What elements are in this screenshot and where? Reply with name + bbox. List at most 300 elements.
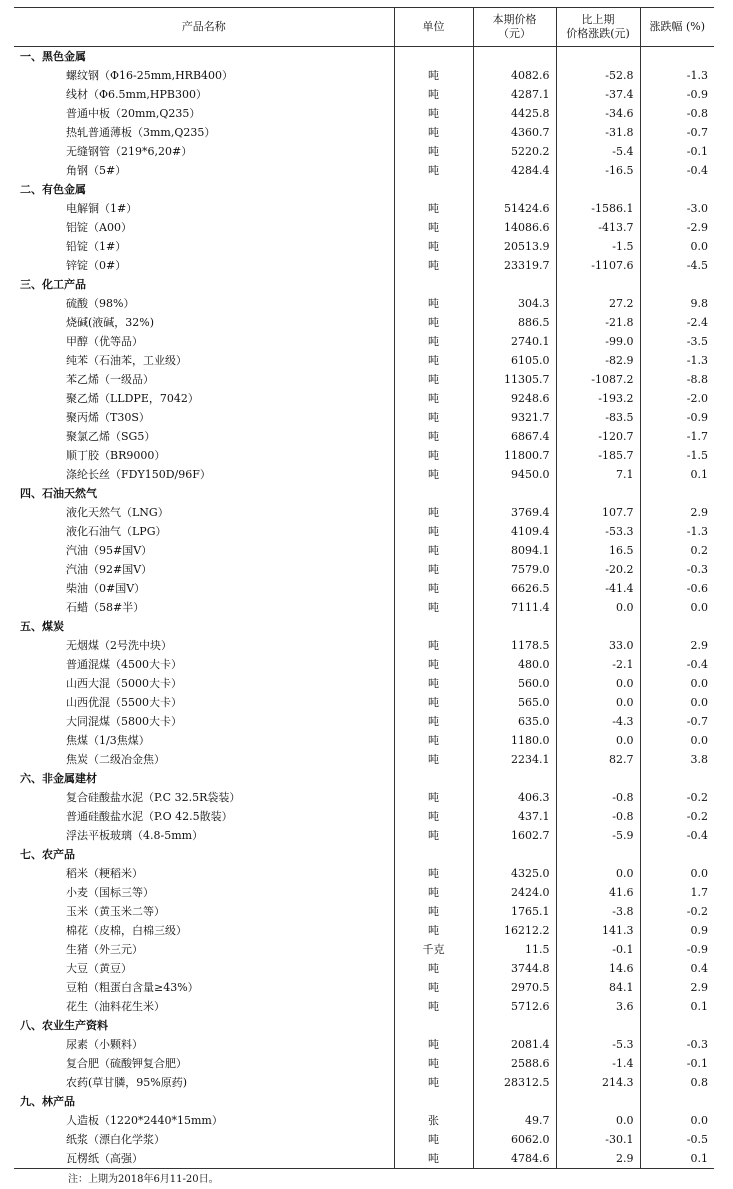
product-name-cell: 热轧普通薄板（3mm,Q235） (66, 126, 216, 139)
change-percent-cell: 0.1 (640, 1149, 714, 1169)
unit-cell: 吨 (394, 294, 473, 313)
unit-cell: 吨 (394, 902, 473, 921)
change-percent-cell: -4.5 (640, 256, 714, 275)
current-price-cell: 2081.4 (473, 1035, 556, 1054)
current-price-cell: 3769.4 (473, 503, 556, 522)
empty-cell (640, 275, 714, 294)
empty-cell (556, 180, 640, 199)
change-percent-cell: -3.0 (640, 199, 714, 218)
product-name-cell: 聚丙烯（T30S） (66, 411, 150, 424)
price-change-cell: 0.0 (556, 674, 640, 693)
category-name: 五、煤炭 (20, 620, 64, 633)
table-row (14, 218, 714, 237)
table-row (14, 313, 714, 332)
current-price-cell: 1178.5 (473, 636, 556, 655)
table-row (14, 503, 714, 522)
price-change-cell: -1.4 (556, 1054, 640, 1073)
empty-cell (640, 1092, 714, 1111)
unit-cell: 吨 (394, 332, 473, 351)
current-price-cell: 4287.1 (473, 85, 556, 104)
price-change-cell: 0.0 (556, 731, 640, 750)
unit-cell: 吨 (394, 123, 473, 142)
product-name-cell: 尿素（小颗料） (66, 1038, 143, 1051)
unit-cell: 吨 (394, 1035, 473, 1054)
change-percent-cell: 0.0 (640, 864, 714, 883)
empty-cell (473, 275, 556, 294)
current-price-cell: 9321.7 (473, 408, 556, 427)
unit-cell: 吨 (394, 389, 473, 408)
table-row (14, 921, 714, 940)
category-name: 四、石油天然气 (20, 487, 97, 500)
current-price-cell: 2234.1 (473, 750, 556, 769)
change-percent-cell: -2.0 (640, 389, 714, 408)
current-price-cell: 7111.4 (473, 598, 556, 617)
price-change-cell: -82.9 (556, 351, 640, 370)
price-change-cell: 33.0 (556, 636, 640, 655)
unit-cell: 吨 (394, 978, 473, 997)
current-price-cell: 14086.6 (473, 218, 556, 237)
category-row (14, 1092, 714, 1111)
header-price-change (556, 8, 640, 47)
change-percent-cell: 0.4 (640, 959, 714, 978)
product-name-cell: 大豆（黄豆） (66, 962, 132, 975)
product-name-cell: 复合硅酸盐水泥（P.C 32.5R袋装） (66, 791, 241, 804)
current-price-cell: 4784.6 (473, 1149, 556, 1169)
table-row (14, 902, 714, 921)
table-row (14, 731, 714, 750)
product-name-cell: 焦炭（二级冶金焦） (66, 753, 165, 766)
product-name-cell: 复合肥（硫酸钾复合肥） (66, 1057, 187, 1070)
current-price-cell: 2970.5 (473, 978, 556, 997)
product-name-cell: 焦煤（1/3焦煤） (66, 734, 150, 747)
product-name-cell: 花生（油料花生米） (66, 1000, 165, 1013)
table-row (14, 370, 714, 389)
change-percent-cell: -0.6 (640, 579, 714, 598)
current-price-cell: 9248.6 (473, 389, 556, 408)
change-percent-cell: -2.9 (640, 218, 714, 237)
price-change-cell: 84.1 (556, 978, 640, 997)
empty-cell (394, 484, 473, 503)
change-percent-cell: 0.1 (640, 997, 714, 1016)
change-percent-cell: 0.2 (640, 541, 714, 560)
change-percent-cell: -3.5 (640, 332, 714, 351)
table-row (14, 693, 714, 712)
change-percent-cell: 0.1 (640, 465, 714, 484)
unit-cell: 吨 (394, 1149, 473, 1169)
current-price-cell: 5220.2 (473, 142, 556, 161)
table-row (14, 389, 714, 408)
unit-cell: 吨 (394, 560, 473, 579)
price-change-cell: -413.7 (556, 218, 640, 237)
table-row (14, 1149, 714, 1169)
change-percent-cell: 0.0 (640, 1111, 714, 1130)
current-price-cell: 6062.0 (473, 1130, 556, 1149)
category-name: 九、林产品 (20, 1095, 75, 1108)
price-change-cell: -1107.6 (556, 256, 640, 275)
unit-cell: 吨 (394, 1073, 473, 1092)
price-change-cell: -1.5 (556, 237, 640, 256)
table-row (14, 351, 714, 370)
empty-cell (640, 180, 714, 199)
price-change-cell: -1087.2 (556, 370, 640, 389)
product-name-cell: 石蜡（58#半） (66, 601, 145, 614)
empty-cell (473, 47, 556, 67)
category-name: 一、黑色金属 (20, 50, 86, 63)
change-percent-cell: -1.3 (640, 522, 714, 541)
unit-cell: 吨 (394, 541, 473, 560)
product-name-cell: 玉米（黄玉米二等） (66, 905, 165, 918)
unit-cell: 吨 (394, 199, 473, 218)
empty-cell (556, 617, 640, 636)
change-percent-cell: -2.4 (640, 313, 714, 332)
table-row (14, 1054, 714, 1073)
product-name-cell: 汽油（95#国Ⅴ） (66, 544, 153, 557)
product-name-cell: 普通硅酸盐水泥（P.O 42.5散装） (66, 810, 233, 823)
change-percent-cell: -0.9 (640, 85, 714, 104)
product-name-cell: 小麦（国标三等） (66, 886, 154, 899)
change-percent-cell: 0.0 (640, 674, 714, 693)
change-percent-cell: 2.9 (640, 636, 714, 655)
change-percent-cell: -1.7 (640, 427, 714, 446)
current-price-cell: 11305.7 (473, 370, 556, 389)
unit-cell: 吨 (394, 807, 473, 826)
current-price-cell: 4109.4 (473, 522, 556, 541)
current-price-cell: 9450.0 (473, 465, 556, 484)
unit-cell: 吨 (394, 522, 473, 541)
price-change-cell: -99.0 (556, 332, 640, 351)
header-price-change-line2: 价格涨跌(元) (566, 27, 630, 40)
unit-cell: 吨 (394, 788, 473, 807)
category-name: 七、农产品 (20, 848, 75, 861)
header-price-change-line1: 比上期 (581, 13, 615, 26)
unit-cell: 吨 (394, 256, 473, 275)
price-change-cell: -21.8 (556, 313, 640, 332)
unit-cell: 吨 (394, 921, 473, 940)
price-change-cell: -16.5 (556, 161, 640, 180)
price-change-cell: 107.7 (556, 503, 640, 522)
table-row (14, 864, 714, 883)
price-change-cell: -52.8 (556, 66, 640, 85)
table-row (14, 1073, 714, 1092)
unit-cell: 吨 (394, 997, 473, 1016)
empty-cell (394, 180, 473, 199)
product-name-cell: 大同混煤（5800大卡） (66, 715, 182, 728)
price-change-cell: 141.3 (556, 921, 640, 940)
product-name-cell: 涤纶长丝（FDY150D/96F） (66, 468, 211, 481)
change-percent-cell: -0.4 (640, 655, 714, 674)
price-change-cell: 0.0 (556, 693, 640, 712)
change-percent-cell: 0.0 (640, 598, 714, 617)
table-row (14, 123, 714, 142)
product-name-cell: 聚氯乙烯（SG5） (66, 430, 156, 443)
current-price-cell: 8094.1 (473, 541, 556, 560)
price-change-cell: -34.6 (556, 104, 640, 123)
product-name-cell: 铅锭（1#） (66, 240, 127, 253)
empty-cell (394, 617, 473, 636)
current-price-cell: 1765.1 (473, 902, 556, 921)
current-price-cell: 565.0 (473, 693, 556, 712)
current-price-cell: 4425.8 (473, 104, 556, 123)
empty-cell (556, 275, 640, 294)
current-price-cell: 11.5 (473, 940, 556, 959)
product-name-cell: 硫酸（98%） (66, 297, 135, 310)
unit-cell: 吨 (394, 712, 473, 731)
category-row (14, 1016, 714, 1035)
product-name-cell: 棉花（皮棉，白棉三级） (66, 924, 187, 937)
table-row (14, 674, 714, 693)
current-price-cell: 4325.0 (473, 864, 556, 883)
unit-cell: 吨 (394, 85, 473, 104)
header-row (14, 8, 714, 47)
unit-cell: 千克 (394, 940, 473, 959)
empty-cell (394, 47, 473, 67)
current-price-cell: 4284.4 (473, 161, 556, 180)
current-price-cell: 304.3 (473, 294, 556, 313)
product-name-cell: 角钢（5#） (66, 164, 127, 177)
change-percent-cell: -0.7 (640, 712, 714, 731)
price-change-cell: 0.0 (556, 598, 640, 617)
product-name-cell: 聚乙烯（LLDPE，7042） (66, 392, 199, 405)
empty-cell (473, 769, 556, 788)
product-name-cell: 液化石油气（LPG） (66, 525, 167, 538)
product-name-cell: 铝锭（A00） (66, 221, 132, 234)
price-change-cell: -4.3 (556, 712, 640, 731)
empty-cell (394, 1016, 473, 1035)
change-percent-cell: 2.9 (640, 503, 714, 522)
table-row (14, 788, 714, 807)
price-change-cell: -0.8 (556, 807, 640, 826)
table-body (14, 47, 714, 1169)
table-row (14, 807, 714, 826)
current-price-cell: 23319.7 (473, 256, 556, 275)
table-row (14, 598, 714, 617)
current-price-cell: 1602.7 (473, 826, 556, 845)
product-name-cell: 线材（Φ6.5mm,HPB300） (66, 88, 207, 101)
table-row (14, 1035, 714, 1054)
unit-cell: 吨 (394, 237, 473, 256)
change-percent-cell: 1.7 (640, 883, 714, 902)
change-percent-cell: -0.3 (640, 560, 714, 579)
header-change-percent: 涨跌幅 (%) (640, 8, 714, 47)
table-row (14, 978, 714, 997)
current-price-cell: 28312.5 (473, 1073, 556, 1092)
price-change-cell: 41.6 (556, 883, 640, 902)
current-price-cell: 6867.4 (473, 427, 556, 446)
price-change-cell: 14.6 (556, 959, 640, 978)
current-price-cell: 480.0 (473, 655, 556, 674)
category-name: 三、化工产品 (20, 278, 86, 291)
product-name-cell: 柴油（0#国Ⅴ） (66, 582, 146, 595)
change-percent-cell: 2.9 (640, 978, 714, 997)
header-unit: 单位 (394, 8, 473, 47)
current-price-cell: 4082.6 (473, 66, 556, 85)
empty-cell (473, 1092, 556, 1111)
current-price-cell: 3744.8 (473, 959, 556, 978)
change-percent-cell: 0.9 (640, 921, 714, 940)
empty-cell (556, 845, 640, 864)
table-row (14, 826, 714, 845)
category-row (14, 845, 714, 864)
product-name-cell: 浮法平板玻璃（4.8-5mm） (66, 829, 204, 842)
product-name-cell: 人造板（1220*2440*15mm） (66, 1114, 223, 1127)
table-row (14, 997, 714, 1016)
empty-cell (556, 1016, 640, 1035)
unit-cell: 吨 (394, 750, 473, 769)
price-change-cell: 16.5 (556, 541, 640, 560)
price-change-cell: -193.2 (556, 389, 640, 408)
empty-cell (473, 845, 556, 864)
current-price-cell: 6105.0 (473, 351, 556, 370)
table-row (14, 199, 714, 218)
price-change-cell: -1586.1 (556, 199, 640, 218)
change-percent-cell: -0.2 (640, 902, 714, 921)
product-name-cell: 液化天然气（LNG） (66, 506, 169, 519)
price-change-cell: -5.3 (556, 1035, 640, 1054)
unit-cell: 吨 (394, 503, 473, 522)
empty-cell (640, 47, 714, 67)
change-percent-cell: -0.3 (640, 1035, 714, 1054)
price-change-cell: 2.9 (556, 1149, 640, 1169)
category-row (14, 484, 714, 503)
price-change-cell: -5.4 (556, 142, 640, 161)
current-price-cell: 11800.7 (473, 446, 556, 465)
change-percent-cell: -0.4 (640, 826, 714, 845)
table-row (14, 655, 714, 674)
empty-cell (394, 845, 473, 864)
change-percent-cell: -0.4 (640, 161, 714, 180)
current-price-cell: 16212.2 (473, 921, 556, 940)
current-price-cell: 49.7 (473, 1111, 556, 1130)
empty-cell (640, 769, 714, 788)
product-name-cell: 普通混煤（4500大卡） (66, 658, 182, 671)
empty-cell (473, 484, 556, 503)
price-change-cell: -20.2 (556, 560, 640, 579)
product-name-cell: 稻米（粳稻米） (66, 867, 143, 880)
price-change-cell: -53.3 (556, 522, 640, 541)
price-change-cell: -0.8 (556, 788, 640, 807)
price-change-cell: -31.8 (556, 123, 640, 142)
table-row (14, 1130, 714, 1149)
price-change-cell: -120.7 (556, 427, 640, 446)
current-price-cell: 2740.1 (473, 332, 556, 351)
product-name-cell: 纯苯（石油苯，工业级） (66, 354, 187, 367)
table-row (14, 579, 714, 598)
change-percent-cell: 0.0 (640, 731, 714, 750)
price-change-cell: -41.4 (556, 579, 640, 598)
product-name-cell: 普通中板（20mm,Q235） (66, 107, 201, 120)
unit-cell: 吨 (394, 1130, 473, 1149)
change-percent-cell: -0.8 (640, 104, 714, 123)
change-percent-cell: -0.2 (640, 807, 714, 826)
empty-cell (556, 484, 640, 503)
unit-cell: 吨 (394, 1054, 473, 1073)
empty-cell (556, 47, 640, 67)
product-name-cell: 甲醇（优等品） (66, 335, 143, 348)
table-row (14, 1111, 714, 1130)
current-price-cell: 406.3 (473, 788, 556, 807)
unit-cell: 吨 (394, 446, 473, 465)
table-row (14, 750, 714, 769)
product-name-cell: 无缝钢管（219*6,20#） (66, 145, 193, 158)
unit-cell: 吨 (394, 104, 473, 123)
unit-cell: 吨 (394, 427, 473, 446)
product-name-cell: 农药(草甘膦，95%原药) (66, 1076, 188, 1089)
table-row (14, 66, 714, 85)
price-change-cell: -83.5 (556, 408, 640, 427)
table-row (14, 142, 714, 161)
empty-cell (640, 845, 714, 864)
product-name-cell: 烧碱(液碱，32%) (66, 316, 155, 329)
product-name-cell: 螺纹钢（Φ16-25mm,HRB400） (66, 69, 234, 82)
header-current-price-line2: （元） (498, 27, 531, 40)
change-percent-cell: 0.0 (640, 693, 714, 712)
unit-cell: 吨 (394, 351, 473, 370)
current-price-cell: 20513.9 (473, 237, 556, 256)
price-change-cell: -3.8 (556, 902, 640, 921)
table-row (14, 294, 714, 313)
empty-cell (473, 1016, 556, 1035)
table-row (14, 85, 714, 104)
product-name-cell: 豆粕（粗蛋白含量≥43%） (66, 981, 199, 994)
empty-cell (473, 180, 556, 199)
table-row (14, 104, 714, 123)
category-name: 二、有色金属 (20, 183, 86, 196)
change-percent-cell: 0.0 (640, 237, 714, 256)
price-change-cell: -0.1 (556, 940, 640, 959)
table-row (14, 237, 714, 256)
current-price-cell: 51424.6 (473, 199, 556, 218)
unit-cell: 吨 (394, 959, 473, 978)
category-name: 六、非金属建材 (20, 772, 97, 785)
change-percent-cell: -0.9 (640, 940, 714, 959)
price-change-cell: -2.1 (556, 655, 640, 674)
change-percent-cell: -1.5 (640, 446, 714, 465)
table-row (14, 465, 714, 484)
table-row (14, 332, 714, 351)
empty-cell (640, 484, 714, 503)
product-name-cell: 无烟煤（2号洗中块） (66, 639, 172, 652)
change-percent-cell: -1.3 (640, 351, 714, 370)
product-name-cell: 纸浆（漂白化学浆） (66, 1133, 165, 1146)
unit-cell: 吨 (394, 864, 473, 883)
current-price-cell: 2588.6 (473, 1054, 556, 1073)
price-change-cell: -185.7 (556, 446, 640, 465)
empty-cell (394, 275, 473, 294)
table-row (14, 256, 714, 275)
change-percent-cell: -0.5 (640, 1130, 714, 1149)
table-row (14, 940, 714, 959)
category-name: 八、农业生产资料 (20, 1019, 108, 1032)
unit-cell: 吨 (394, 883, 473, 902)
change-percent-cell: -1.3 (640, 66, 714, 85)
category-row (14, 617, 714, 636)
table-header (14, 8, 714, 47)
product-name-cell: 锌锭（0#） (66, 259, 127, 272)
unit-cell: 吨 (394, 142, 473, 161)
price-change-cell: 214.3 (556, 1073, 640, 1092)
price-change-cell: 3.6 (556, 997, 640, 1016)
unit-cell: 吨 (394, 218, 473, 237)
unit-cell: 吨 (394, 693, 473, 712)
change-percent-cell: -8.8 (640, 370, 714, 389)
table-row (14, 541, 714, 560)
table-row (14, 636, 714, 655)
table-row (14, 408, 714, 427)
empty-cell (556, 1092, 640, 1111)
category-row (14, 47, 714, 67)
price-change-cell: 0.0 (556, 1111, 640, 1130)
unit-cell: 吨 (394, 598, 473, 617)
